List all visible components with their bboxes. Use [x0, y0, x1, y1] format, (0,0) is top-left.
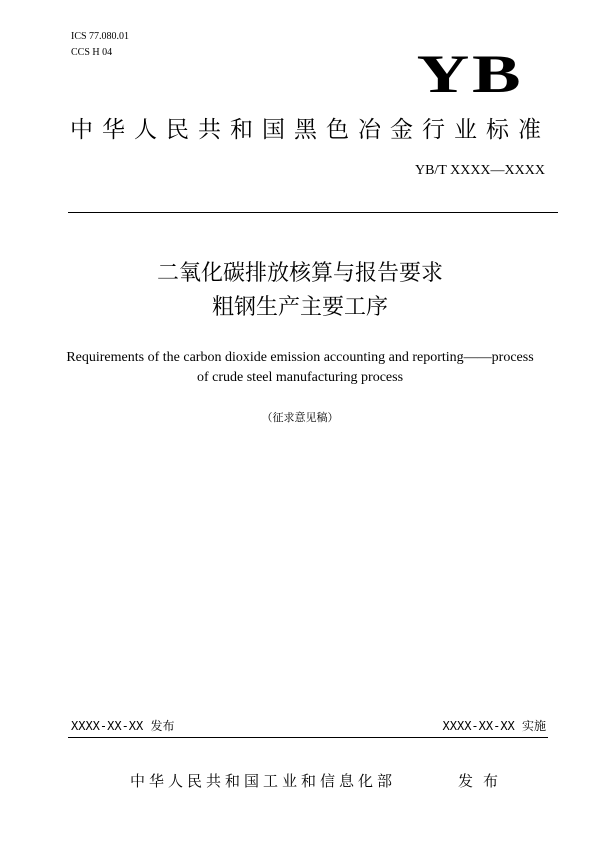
- issue-label: 发布: [458, 772, 509, 790]
- english-title-line-2: of crude steel manufacturing process: [196, 370, 404, 385]
- issue-date: XXXX-XX-XX 发布: [71, 719, 175, 733]
- footer-divider: [68, 737, 548, 738]
- chinese-title-line-1: 二氧化碳排放核算与报告要求: [156, 261, 443, 286]
- implementation-date: XXXX-XX-XX 实施: [442, 719, 546, 733]
- ccs-code: CCS H 04: [71, 47, 113, 58]
- chinese-title-line-2: 粗钢生产主要工序: [211, 295, 388, 320]
- standard-number: YB/T XXXX—XXXX: [414, 163, 545, 178]
- english-title: [60, 348, 540, 388]
- english-title-line-1: Requirements of the carbon dioxide emission accounting and reporting——process: [66, 350, 534, 365]
- yb-logo: YB: [416, 44, 524, 104]
- chinese-title: [60, 257, 540, 325]
- draft-stage-label: （征求意见稿）: [261, 411, 339, 424]
- ics-code: ICS 77.080.01: [71, 31, 130, 42]
- organization-title: 中华人民共和国黑色冶金行业标准: [70, 117, 550, 143]
- header-divider: [68, 212, 558, 213]
- issuing-authority: 中华人民共和国工业和信息化部: [130, 772, 397, 790]
